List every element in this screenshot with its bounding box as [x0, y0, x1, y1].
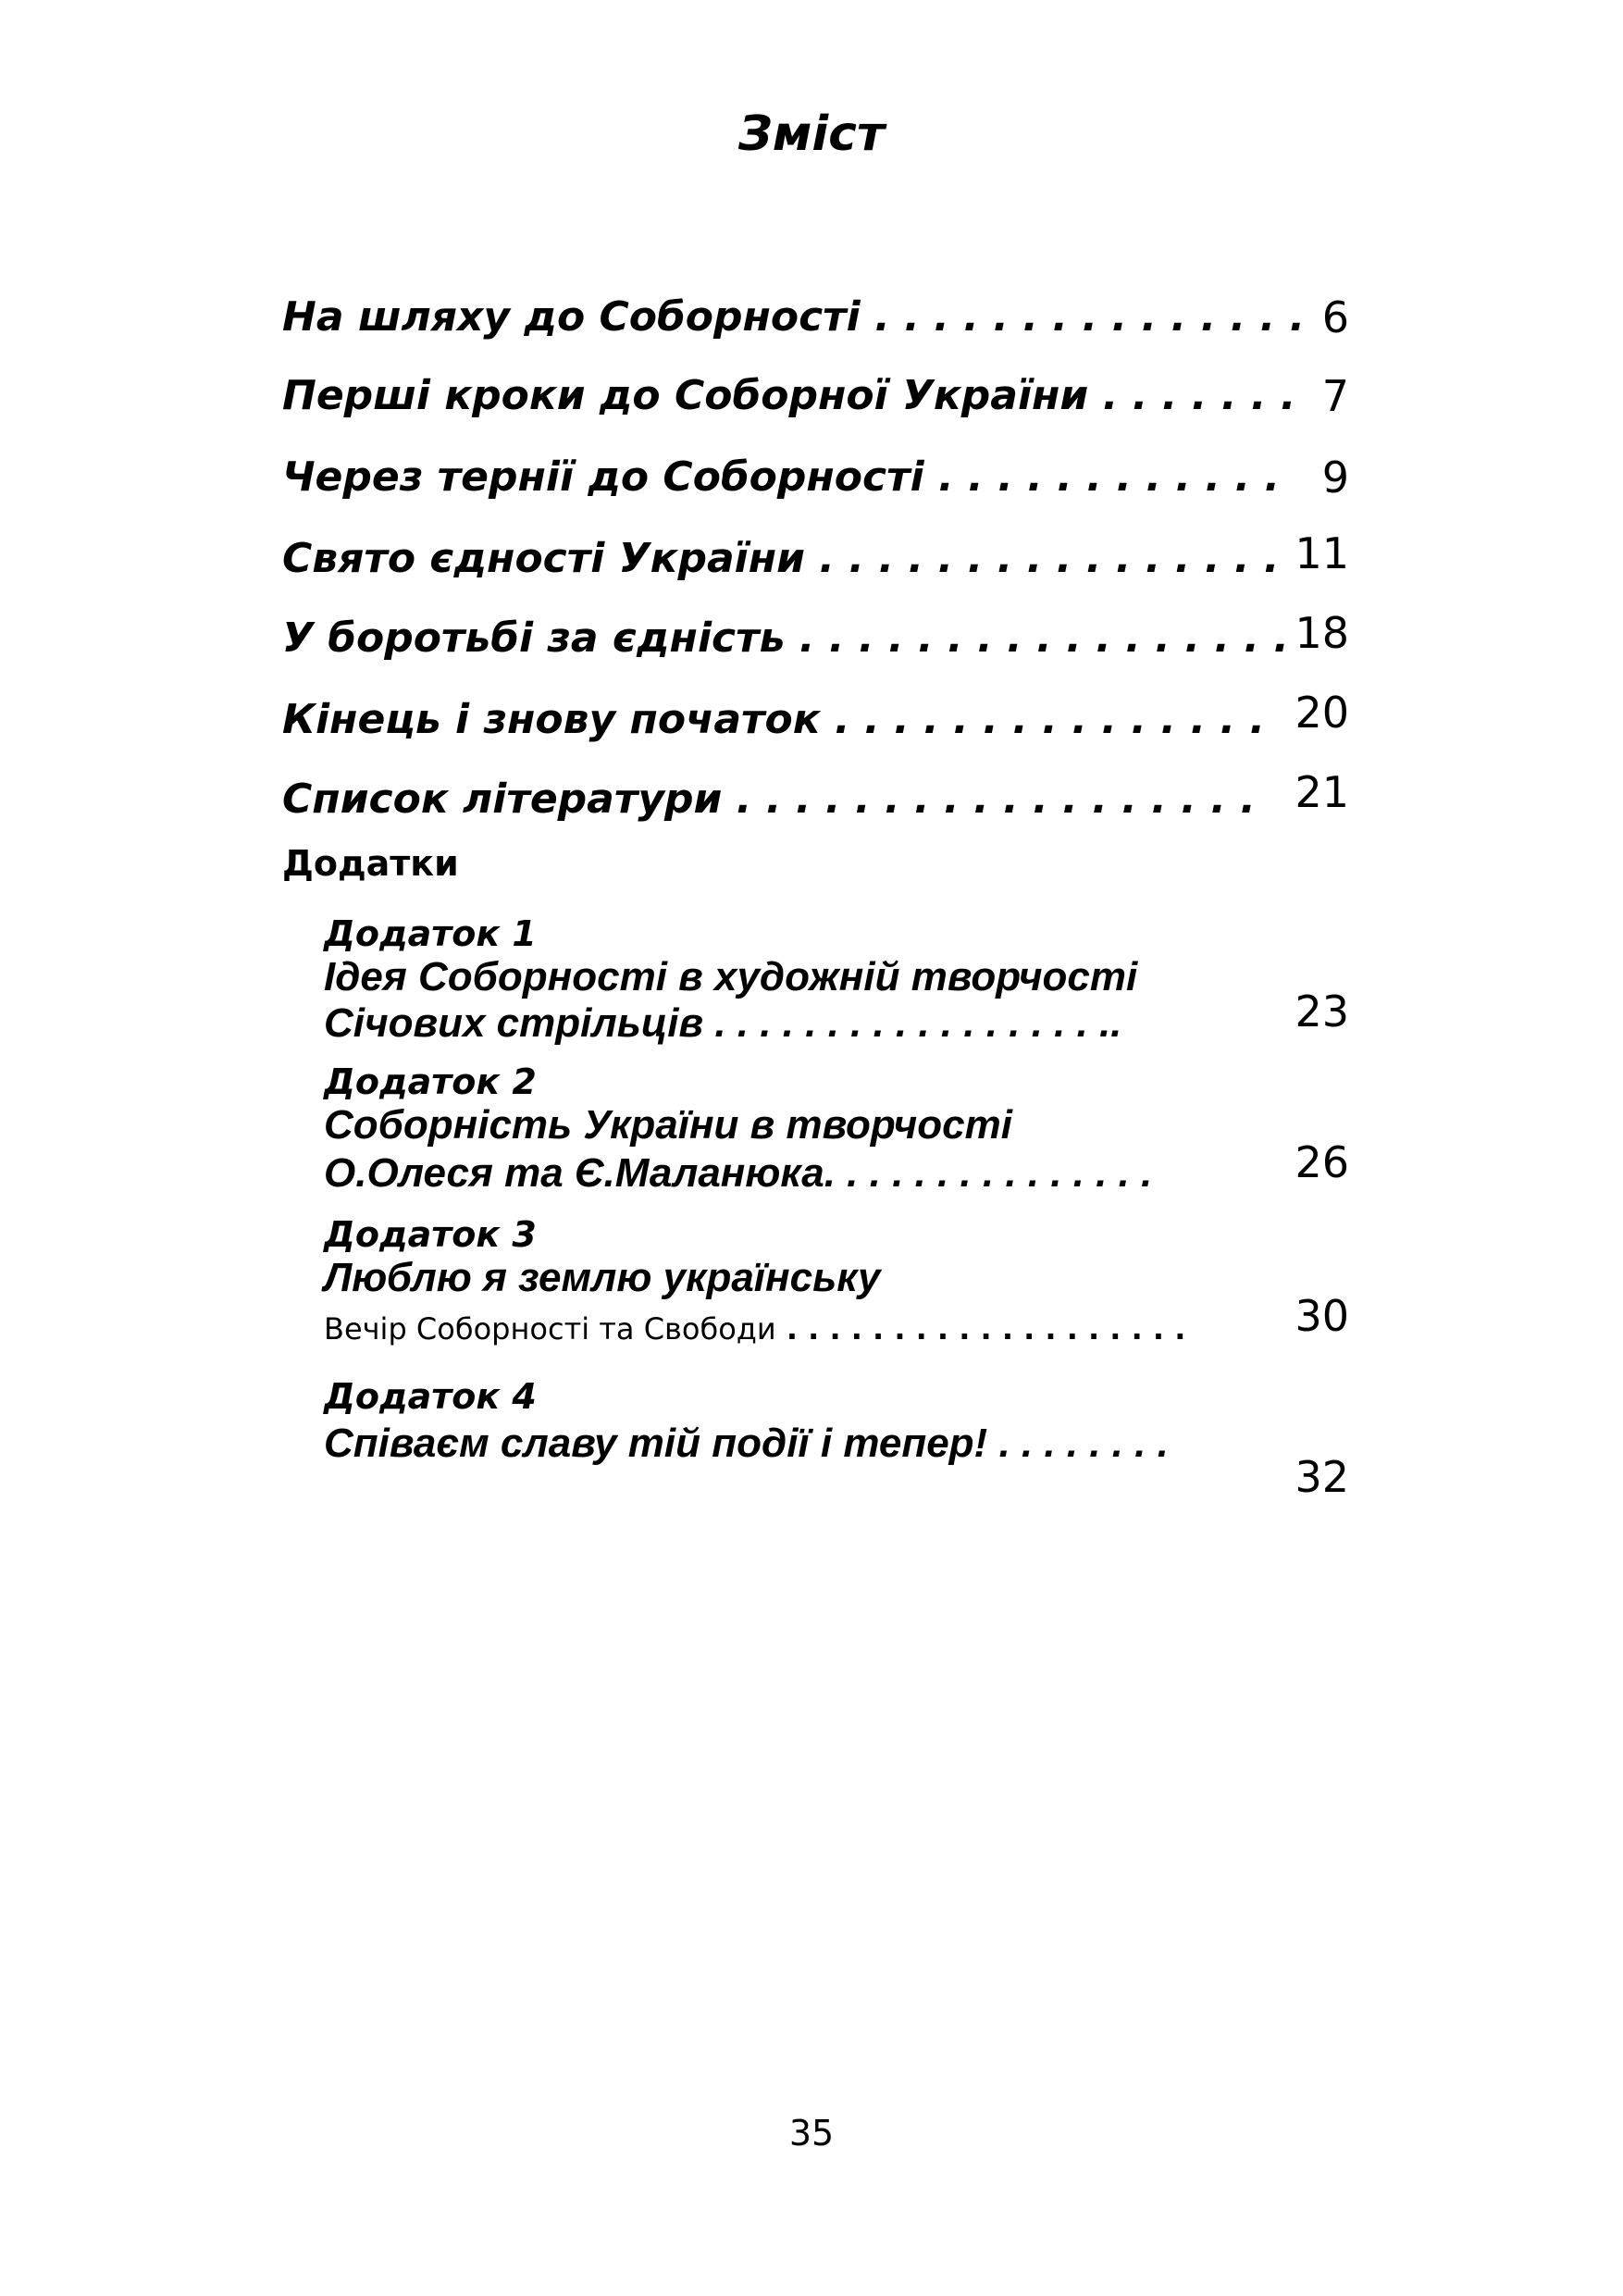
- appendix-page: 23: [1295, 987, 1349, 1036]
- toc-entry-page: 11: [1295, 528, 1349, 578]
- appendix-page: 32: [1295, 1452, 1349, 1502]
- appendix-title-line: Співаєм славу тій події і тепер! . . . . . . . .: [324, 1421, 1169, 1466]
- appendix-title-line: О.Олеся та Є.Маланюка. . . . . . . . . . . . . . .: [324, 1150, 1153, 1196]
- appendix-title-line: Ідея Соборності в художній творчості: [324, 954, 1138, 999]
- appendix-subtitle: Вечір Соборності та Свободи: [324, 1311, 776, 1347]
- toc-entry-text: На шляху до Соборності . . . . . . . . . . . . . . .: [282, 293, 1306, 341]
- toc-entry-text: У боротьбі за єдність . . . . . . . . . . . . . . . . .: [282, 614, 1290, 662]
- toc-entry-page: 20: [1295, 688, 1349, 738]
- leader-dots: . . . . . . . . . . . . . . . . . . .: [775, 1311, 1186, 1347]
- toc-entry-text: Через тернії до Соборності . . . . . . . . . . . .: [282, 453, 1281, 501]
- toc-entry-page: 7: [1321, 371, 1349, 421]
- toc-entry-text: Кінець і знову початок . . . . . . . . . . . . . . .: [282, 696, 1266, 743]
- appendix-label: Додаток 1: [324, 913, 537, 954]
- appendix-label: Додаток 3: [324, 1214, 537, 1255]
- toc-entry-text: Свято єдності України . . . . . . . . . . . . . . . .: [282, 535, 1280, 582]
- toc-entry-text: Список літератури . . . . . . . . . . . . . . . . . .: [282, 776, 1256, 823]
- appendix-subtitle-line: [324, 1307, 1185, 1351]
- toc-entry-page: 9: [1321, 453, 1349, 503]
- appendix-label: Додаток 4: [324, 1376, 537, 1417]
- appendix-page: 26: [1295, 1137, 1349, 1187]
- appendix-label: Додаток 2: [324, 1061, 537, 1102]
- appendices-heading: Додатки: [282, 843, 459, 884]
- appendix-title-line: Соборність України в творчості: [324, 1102, 1012, 1148]
- toc-entry-text: Перші кроки до Соборної України . . . . . . .: [282, 372, 1296, 419]
- toc-entry-page: 21: [1295, 767, 1349, 817]
- appendix-page: 30: [1295, 1291, 1349, 1341]
- page-title: Зміст: [737, 106, 886, 162]
- toc-entry-page: 6: [1321, 292, 1349, 342]
- appendix-title-line: Січових стрільців . . . . . . . . . . . . . . . . . ..: [324, 1000, 1122, 1046]
- page-number: 35: [788, 2113, 835, 2153]
- toc-entry-page: 18: [1295, 608, 1349, 658]
- appendix-title-line: Люблю я землю українську: [324, 1255, 881, 1300]
